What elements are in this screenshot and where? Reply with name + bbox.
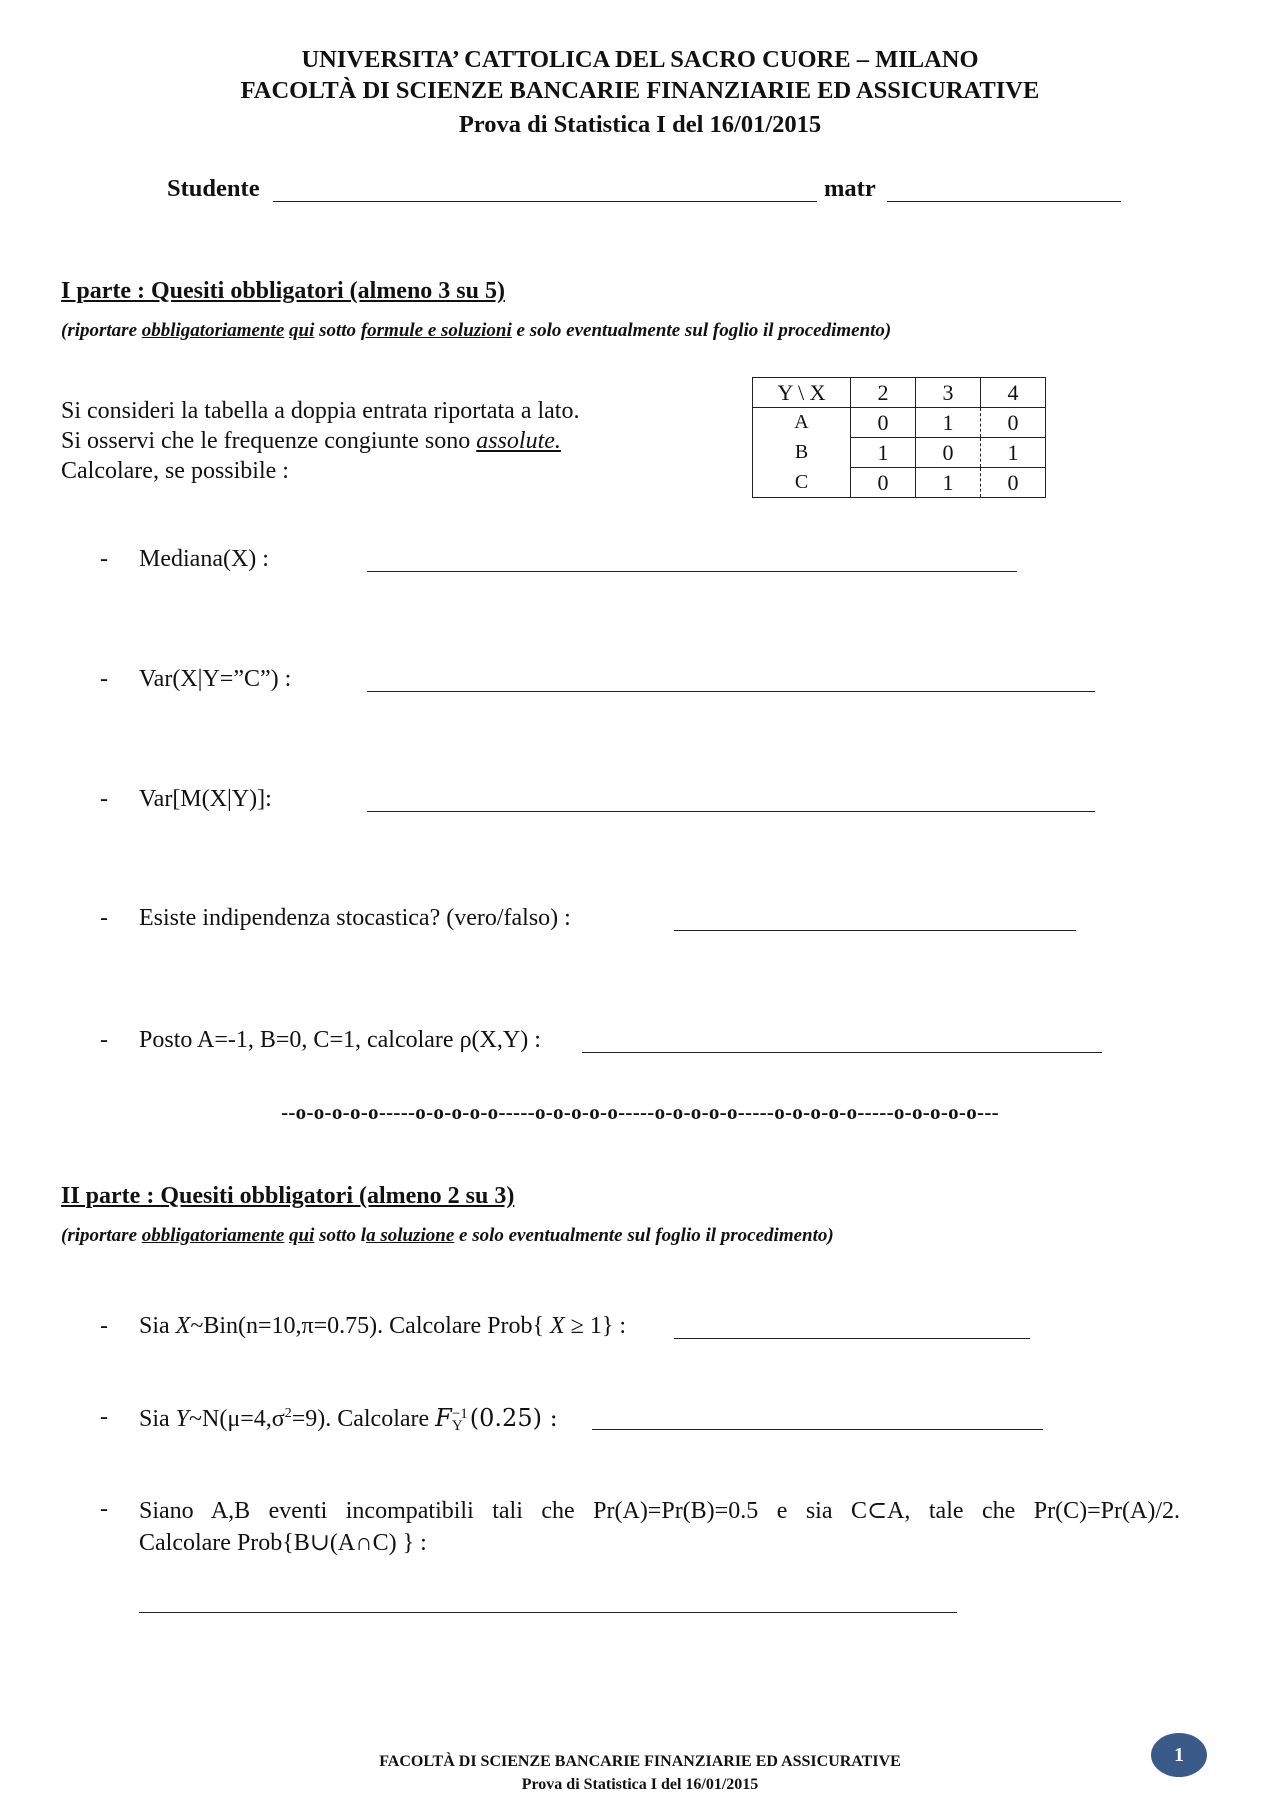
question-median: Mediana(X) : bbox=[139, 546, 269, 572]
table-cell: 1 bbox=[916, 468, 981, 498]
answer-line-conditional-variance[interactable] bbox=[367, 691, 1095, 692]
answer-line-variance-of-mean[interactable] bbox=[367, 811, 1095, 812]
bullet-dash: - bbox=[100, 1496, 108, 1522]
table-cell: 0 bbox=[916, 438, 981, 468]
table-corner: Y \ X bbox=[753, 378, 851, 408]
bullet-dash: - bbox=[100, 1404, 108, 1430]
table-cell: 0 bbox=[851, 408, 916, 438]
table-cell: 0 bbox=[851, 468, 916, 498]
table-cell: 0 bbox=[981, 408, 1046, 438]
answer-line-median[interactable] bbox=[367, 571, 1017, 572]
answer-line-normal-quantile[interactable] bbox=[592, 1429, 1043, 1430]
col-header: 4 bbox=[981, 378, 1046, 408]
table-cell: 1 bbox=[916, 408, 981, 438]
bullet-dash: - bbox=[100, 546, 108, 572]
frequency-table bbox=[752, 377, 1046, 498]
part2-title: II parte : Quesiti obbligatori (almeno 2 su 3) bbox=[61, 1183, 515, 1209]
matr-field[interactable] bbox=[887, 201, 1121, 202]
question-binomial: Sia X~Bin(n=10,π=0.75). Calcolare Prob{ X ≥ 1} : bbox=[139, 1313, 627, 1339]
table-row bbox=[753, 438, 1046, 468]
col-header: 3 bbox=[916, 378, 981, 408]
bullet-dash: - bbox=[100, 666, 108, 692]
university-name: UNIVERSITA’ CATTOLICA DEL SACRO CUORE – MILANO bbox=[301, 46, 979, 73]
intro-line-1: Si consideri la tabella a doppia entrata riportata a lato. bbox=[61, 398, 580, 424]
faculty-name: FACOLTÀ DI SCIENZE BANCARIE FINANZIARIE ED ASSICURATIVE bbox=[240, 77, 1040, 104]
col-header: 2 bbox=[851, 378, 916, 408]
table-cell: 1 bbox=[851, 438, 916, 468]
question-independence: Esiste indipendenza stocastica? (vero/falso) : bbox=[139, 905, 571, 931]
question-conditional-variance: Var(X|Y=”C”) : bbox=[139, 666, 292, 692]
intro-line-3: Calcolare, se possibile : bbox=[61, 458, 289, 484]
part1-note: (riportare obbligatoriamente qui sotto formule e soluzioni e solo eventualmente sul foglio il procedimento) bbox=[61, 320, 892, 341]
part2-note: (riportare obbligatoriamente qui sotto la soluzione e solo eventualmente sul foglio il procedimento) bbox=[61, 1225, 834, 1246]
answer-line-independence[interactable] bbox=[674, 930, 1076, 931]
table-row bbox=[753, 408, 1046, 438]
exam-title: Prova di Statistica I del 16/01/2015 bbox=[458, 111, 822, 138]
row-label: B bbox=[753, 438, 851, 468]
question-variance-of-mean: Var[M(X|Y)]: bbox=[139, 786, 272, 812]
section-separator: --o-o-o-o-o-----o-o-o-o-o-----o-o-o-o-o-----o-o-o-o-o-----o-o-o-o-o-----o-o-o-o-o--- bbox=[281, 1100, 999, 1124]
answer-line-correlation[interactable] bbox=[582, 1052, 1102, 1053]
part1-title: I parte : Quesiti obbligatori (almeno 3 su 5) bbox=[61, 278, 505, 304]
footer-exam: Prova di Statistica I del 16/01/2015 bbox=[521, 1776, 759, 1793]
student-label: Studente bbox=[167, 175, 260, 202]
bullet-dash: - bbox=[100, 786, 108, 812]
table-cell: 1 bbox=[981, 438, 1046, 468]
question-normal-quantile: Sia $Y\sim N(\mu=4,\sigma^2=9)$. Calcolare F −1 Y (0.25) : bbox=[139, 1404, 558, 1435]
bullet-dash: - bbox=[100, 905, 108, 931]
bullet-dash: - bbox=[100, 1313, 108, 1339]
table-cell: 0 bbox=[981, 468, 1046, 498]
row-label: A bbox=[753, 408, 851, 438]
question-correlation: Posto A=-1, B=0, C=1, calcolare ρ(X,Y) : bbox=[139, 1027, 541, 1053]
student-name-field[interactable] bbox=[273, 201, 817, 202]
answer-line-binomial[interactable] bbox=[674, 1338, 1030, 1339]
intro-line-2: Si osservi che le frequenze congiunte sono assolute. bbox=[61, 428, 561, 454]
row-label: C bbox=[753, 468, 851, 498]
footer-faculty: FACOLTÀ DI SCIENZE BANCARIE FINANZIARIE ED ASSICURATIVE bbox=[379, 1753, 901, 1770]
bullet-dash: - bbox=[100, 1027, 108, 1053]
answer-line-events[interactable] bbox=[139, 1612, 957, 1613]
page-number-badge: 1 bbox=[1151, 1733, 1207, 1777]
part1-intro bbox=[61, 396, 579, 486]
question-events-line2: Calcolare Prob{B∪(A∩C) } : bbox=[139, 1530, 427, 1556]
question-events-line1: Siano A,B eventi incompatibili tali che Pr(A)=Pr(B)=0.5 e sia C⊂A, tale che Pr(C)=Pr(A)/2. bbox=[139, 1498, 1180, 1524]
table-header-row bbox=[753, 378, 1046, 408]
table-row bbox=[753, 468, 1046, 498]
matr-label: matr bbox=[824, 175, 876, 202]
